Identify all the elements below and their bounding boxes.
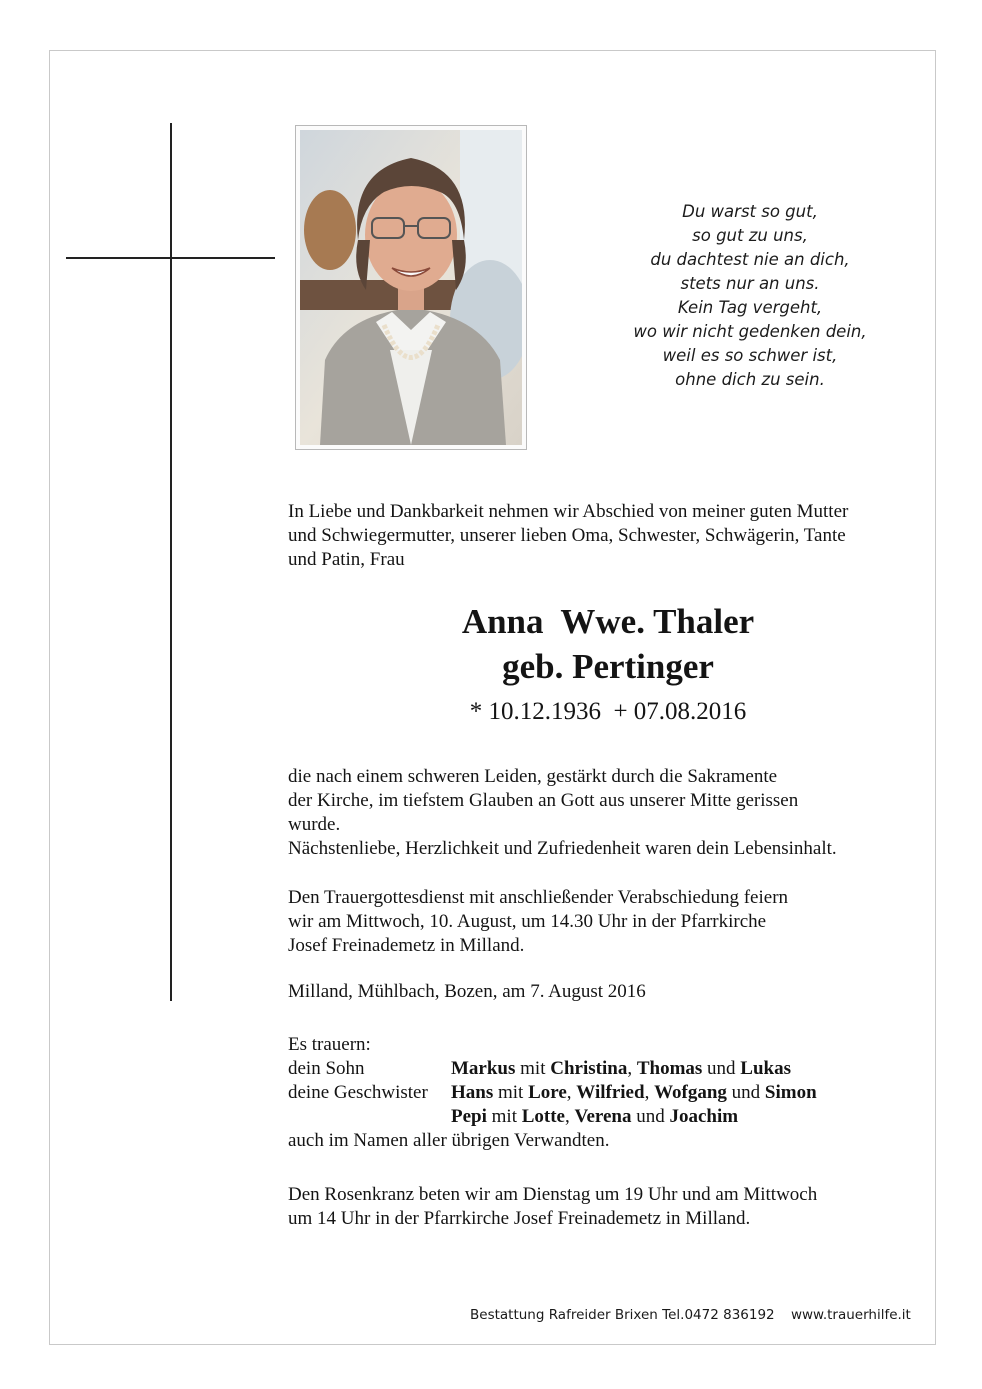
death-line: Nächstenliebe, Herzlichkeit und Zufriedenheit waren dein Lebensinhalt. (288, 838, 837, 859)
death-line: wurde. (288, 814, 341, 835)
poem-line: Du warst so gut, (682, 202, 818, 221)
death-line: der Kirche, im tiefstem Glauben an Gott aus unserer Mitte gerissen (288, 790, 799, 811)
connector: , (644, 1082, 655, 1103)
connector: mit (486, 1106, 522, 1127)
poem-line: so gut zu uns, (692, 226, 808, 245)
funeral-home-info: Bestattung Rafreider Brixen Tel.0472 836192 (470, 1307, 775, 1323)
mourner-name: Pepi (451, 1106, 487, 1127)
mourner-name: Lotte (521, 1106, 565, 1127)
mourner-name: Markus (451, 1058, 516, 1079)
mourner-name: Joachim (669, 1106, 739, 1127)
life-dates: * 10.12.1936 + 07.08.2016 (469, 698, 747, 725)
mourner-name: Christina (550, 1058, 628, 1079)
connector: und (631, 1106, 670, 1127)
funeral-line: Den Trauergottesdienst mit anschließender Verabschiedung feiern (288, 887, 789, 908)
poem-line: du dachtest nie an dich, (650, 250, 850, 269)
son-names (451, 1057, 791, 1081)
mourner-name: Thomas (636, 1058, 703, 1079)
deceased-born-name: geb. Pertinger (502, 647, 714, 686)
poem-line: ohne dich zu sein. (675, 370, 825, 389)
poem-line: wo wir nicht gedenken dein, (633, 322, 867, 341)
poem (560, 200, 940, 392)
death-paragraph (288, 765, 837, 861)
cross-vertical-bar (170, 123, 172, 1001)
intro-line: und Schwiegermutter, unserer lieben Oma, Schwester, Schwägerin, Tante (288, 525, 846, 546)
mourner-name: Lukas (740, 1058, 791, 1079)
connector: und (702, 1058, 741, 1079)
rosary-line: um 14 Uhr in der Pfarrkirche Josef Freinademetz in Milland. (288, 1208, 751, 1229)
deceased-name: Anna Wwe. Thaler (461, 602, 755, 641)
portrait-illustration (300, 130, 522, 445)
son-label: dein Sohn (288, 1058, 365, 1079)
intro-line: und Patin, Frau (288, 549, 405, 570)
intro-line: In Liebe und Dankbarkeit nehmen wir Abschied von meiner guten Mutter (288, 501, 849, 522)
mourners-heading: Es trauern: (288, 1034, 371, 1055)
poem-line: stets nur an uns. (680, 274, 820, 293)
funeral-paragraph (288, 886, 788, 958)
funeral-line: wir am Mittwoch, 10. August, um 14.30 Uhr in der Pfarrkirche (288, 911, 767, 932)
rosary-paragraph (288, 1183, 817, 1231)
siblings-names-2 (451, 1105, 738, 1129)
mourner-name: Hans (451, 1082, 494, 1103)
poem-line: Kein Tag vergeht, (677, 298, 823, 317)
mourner-name: Wofgang (654, 1082, 727, 1103)
cross-horizontal-bar (66, 257, 275, 259)
poem-line: weil es so schwer ist, (662, 346, 838, 365)
death-line: die nach einem schweren Leiden, gestärkt durch die Sakramente (288, 766, 778, 787)
siblings-names (451, 1081, 817, 1105)
portrait-photo (295, 125, 527, 450)
relatives-text: auch im Namen aller übrigen Verwandten. (288, 1130, 610, 1151)
place-date: Milland, Mühlbach, Bozen, am 7. August 2016 (288, 981, 646, 1002)
footer (470, 1307, 911, 1323)
mourner-name: Simon (764, 1082, 817, 1103)
funeral-line: Josef Freinademetz in Milland. (288, 935, 525, 956)
mourner-name: Lore (528, 1082, 567, 1103)
mourner-name: Verena (574, 1106, 632, 1127)
siblings-label: deine Geschwister (288, 1082, 428, 1103)
connector: mit (515, 1058, 551, 1079)
intro-paragraph (288, 500, 848, 572)
website-link[interactable]: www.trauerhilfe.it (790, 1307, 911, 1323)
connector: , (565, 1106, 575, 1127)
connector: und (726, 1082, 765, 1103)
mourner-name: Wilfried (576, 1082, 645, 1103)
connector: mit (493, 1082, 529, 1103)
connector: , (566, 1082, 577, 1103)
rosary-line: Den Rosenkranz beten wir am Dienstag um 19 Uhr und am Mittwoch (288, 1184, 818, 1205)
connector: , (627, 1058, 637, 1079)
